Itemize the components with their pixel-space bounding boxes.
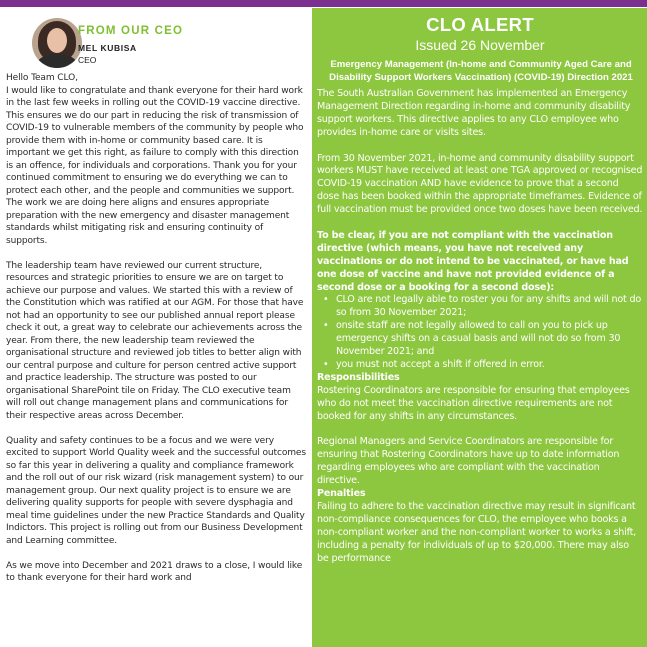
ceo-heading: FROM OUR CEO [78,25,184,37]
alert-title: CLO ALERT [426,14,534,35]
penalties-heading: Penalties [317,488,366,500]
alert-paragraph: From 30 November 2021, in-home and community disability support workers MUST have received at least one TGA approved or recognised COVID-19 vaccination AND have evidence to prove that a second dose has been booked within the appropriate timeframes. Evidence of full vaccination must be provided once two doses have been received. [317,152,643,216]
ceo-paragraph: I would like to congratulate and thank everyone for their hard work in the last few weeks in rolling out the COVID-19 vaccine directive. This ensures we do our part in reducing the risk of transmission of COVID-19 to vulnerable members of the community by people who provide them with in-home or community based care. It is important we get this right, as failure to comply with this direction is an offence, for individuals and corporations. Thank you for your continued commitment to ensuring we do everything we can to protect each other, and the people and communities we support. The work we are doing here aligns and ensures appropriate preparation with the new emergency and disaster management standards whilst mitigating risk and ensuring continuity of supports. [6,85,304,246]
alert-subtitle: Emergency Management (In-home and Community Aged Care and Disability Support Workers Vaccination) (COVID-19) Direction 2021 [329,59,633,83]
alert-bullet-item: • CLO are not legally able to roster you for any shifts and will not do so from 30 November 2021; [317,294,643,320]
alert-paragraph: The South Australian Government has implemented an Emergency Management Direction regarding in-home and community disability support workers. This directive applies to any CLO employee who provides in-home care or visits sites. [317,88,631,138]
ceo-column [6,10,306,647]
alert-compliance-notice: To be clear, if you are not compliant with the vaccination directive (which means, you have not received any vaccinations or do not intend to be vaccinated, or have had one dose of vaccine and have not provided evidence of a second dose or a booking for a second dose): [317,229,629,293]
ceo-header [6,10,306,72]
ceo-photo [32,18,82,68]
alert-paragraph: Regional Managers and Service Coordinators are responsible for ensuring that Rostering Coordinators have up to date information regarding employees who are compliant with the vaccination directive. [317,436,620,487]
alert-body [317,88,643,565]
ceo-greeting: Hello Team CLO, [6,73,78,83]
clo-alert-panel [312,8,647,647]
alert-issued-date: Issued 26 November [415,37,545,53]
ceo-role: CEO [78,55,97,65]
ceo-paragraph: The leadership team have reviewed our current structure, resources and strategic priorities to ensure we are on target to achieve our purpose and values. We started this with a review of the Constitution which was ratified at our AGM. For those that have not had an opportunity to see our published annual report please check it out, a great way to celebrate our achievements across the year. From there, the new leadership team reviewed the organisational structure and reviewed job titles to better align with our central purpose and culture for person centred active support and practice leadership. The structure was posted to our organisational SharePoint tile on Friday. The CLO executive team will roll out change management plans and communications for their respective areas across December. [6,260,304,421]
ceo-paragraph: As we move into December and 2021 draws to a close, I would like to thank everyone for their hard work and [6,560,303,583]
top-accent-bar [0,0,647,7]
alert-paragraph: Rostering Coordinators are responsible for ensuring that employees who do not meet the vaccination directive requirements are not booked for any shifts in any circumstances. [317,384,630,422]
ceo-paragraph: Quality and safety continues to be a focus and we were very excited to support World Quality week and the successful outcomes so far this year in delivering a quality and compliance framework and the roll out of our risk wizard (risk management system) to our management group. Our next quality project is to ensure we are delivering quality supports for people with severe dysphagia and meal time guidelines under the new Practice Standards and Quality Indictors. This project is rolling out from our Business Development and Learning committee. [6,435,306,546]
alert-bullet-list [317,294,643,371]
alert-bullet-item: • you must not accept a shift if offered in error. [317,359,643,372]
ceo-name: MEL KUBISA [78,43,137,53]
responsibilities-heading: Responsibilities [317,371,400,383]
ceo-message [6,72,306,585]
alert-bullet-item: • onsite staff are not legally allowed to call on you to pick up emergency shifts on a casual basis and will not do so from 30 November 2021; and [317,320,643,359]
alert-paragraph: Failing to adhere to the vaccination directive may result in significant non-compliance consequences for CLO, the employee who books a non-compliant worker and the non-compliant worker to works a shift, including a penalty for individuals of up to $20,000. There may also be performance [317,500,637,564]
